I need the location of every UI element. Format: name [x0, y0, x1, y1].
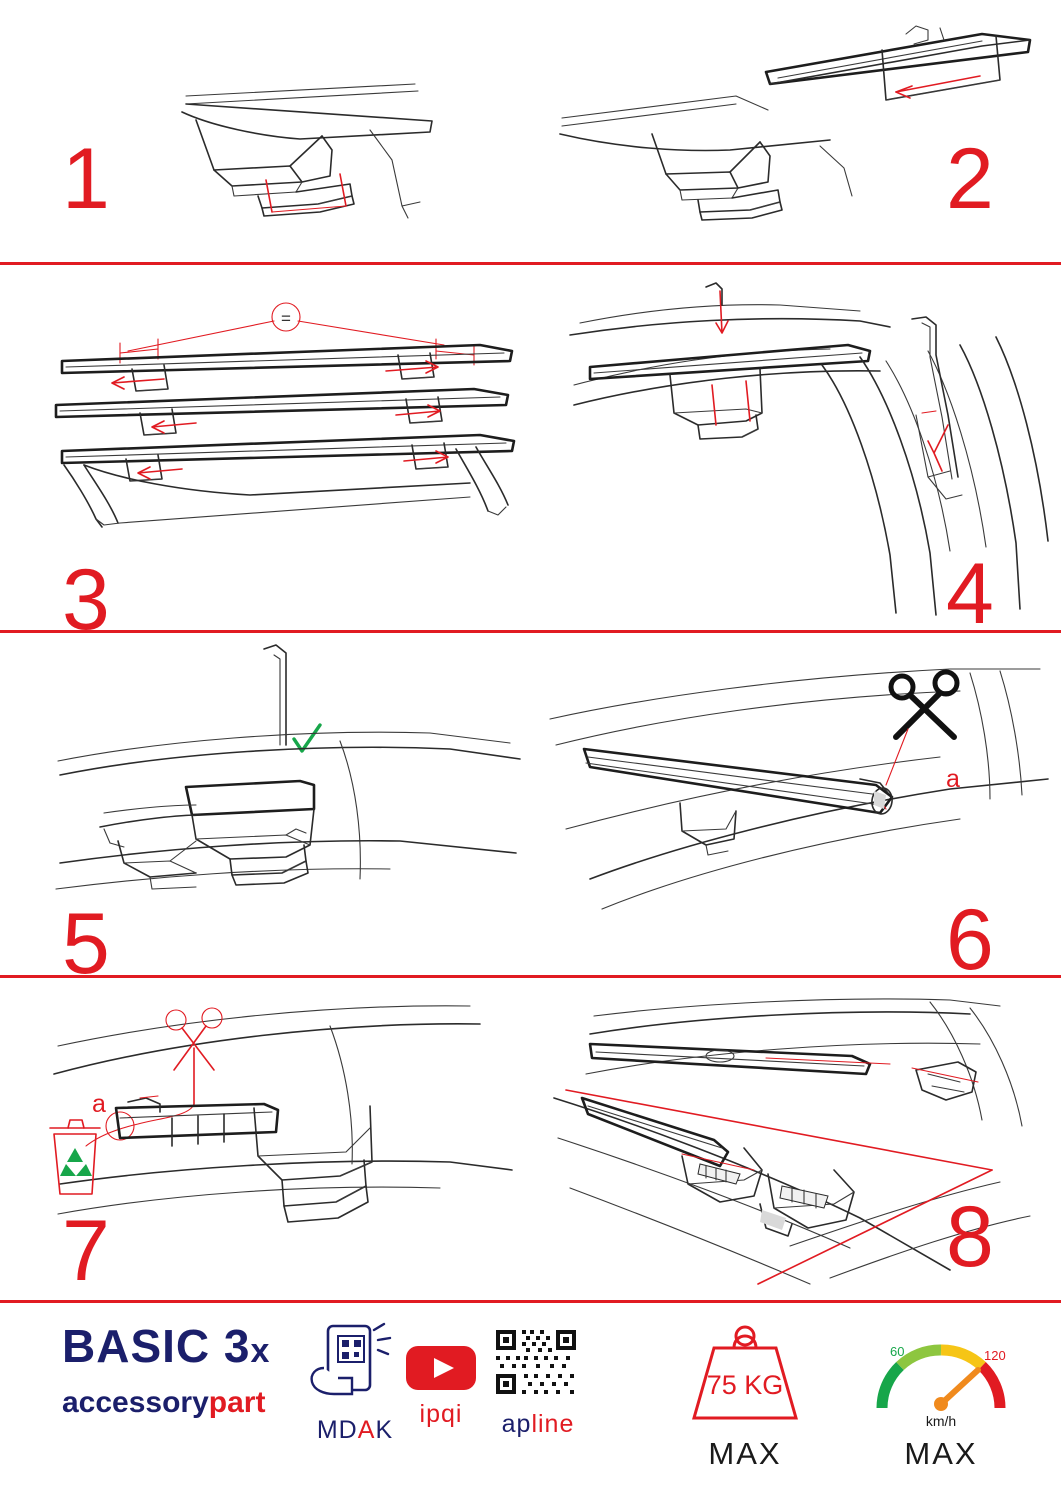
- apline-caption-b: line: [531, 1410, 575, 1438]
- mdak-logo-block[interactable]: [300, 1322, 410, 1445]
- mdak-caption-b: K: [375, 1416, 394, 1444]
- cut-label-a: a: [946, 765, 960, 793]
- step-number-3: 3: [62, 552, 108, 648]
- speedometer-icon: [856, 1312, 1026, 1432]
- mdak-caption-a: MD: [316, 1416, 358, 1444]
- step-3-panel: [0, 265, 530, 648]
- step-number-4: 4: [946, 546, 992, 642]
- product-name-text: BASIC 3: [62, 1320, 251, 1372]
- product-name: [62, 1320, 322, 1377]
- step-5-panel: [0, 633, 530, 992]
- ipqi-logo-block[interactable]: [396, 1340, 486, 1429]
- apline-caption: [478, 1410, 598, 1439]
- ipqi-caption: ipqi: [419, 1400, 463, 1428]
- step-1-panel: [0, 0, 530, 262]
- brand-block: [62, 1320, 322, 1421]
- brand-second: part: [208, 1386, 266, 1419]
- step-6-panel: [530, 633, 1061, 988]
- max-speed-label: MAX: [904, 1436, 978, 1471]
- apline-logo-block[interactable]: [478, 1322, 598, 1439]
- step-number-2: 2: [946, 131, 992, 227]
- max-weight-label: MAX: [708, 1436, 782, 1471]
- step-number-8: 8: [946, 1189, 992, 1285]
- brand-first: accessory: [62, 1386, 209, 1419]
- speed-unit: km/h: [925, 1413, 957, 1429]
- speed-tick-120: 120: [984, 1348, 1006, 1363]
- apline-caption-a: ap: [501, 1410, 532, 1438]
- mdak-caption-r: A: [357, 1416, 376, 1444]
- step-number-5: 5: [62, 896, 108, 992]
- step-number-1: 1: [62, 131, 108, 227]
- weight-value: 75 KG: [706, 1370, 784, 1400]
- scissors-icon: [891, 672, 957, 737]
- footer: [0, 1300, 1061, 1500]
- qr-scan-icon: [300, 1322, 410, 1408]
- check-icon: [294, 725, 320, 751]
- mdak-caption: [300, 1416, 410, 1445]
- step-number-7: 7: [62, 1203, 108, 1299]
- max-weight-block: [660, 1312, 830, 1472]
- step-number-6: 6: [946, 892, 992, 988]
- step-4-panel: [530, 265, 1061, 642]
- speed-tick-60: 60: [890, 1344, 905, 1359]
- equal-symbol: =: [281, 309, 291, 328]
- max-speed-block: [856, 1312, 1026, 1472]
- recycle-bin-icon: [50, 1120, 100, 1194]
- youtube-icon: [396, 1340, 486, 1392]
- step-8-panel: [530, 978, 1061, 1300]
- product-name-suffix: x: [250, 1332, 271, 1370]
- brand-logo: [62, 1385, 322, 1421]
- step-2-panel: [530, 0, 1061, 262]
- qr-code-icon: [478, 1322, 598, 1402]
- weight-icon: [660, 1312, 830, 1432]
- step-7-panel: [0, 978, 530, 1300]
- cut-label-a-7: a: [92, 1090, 106, 1118]
